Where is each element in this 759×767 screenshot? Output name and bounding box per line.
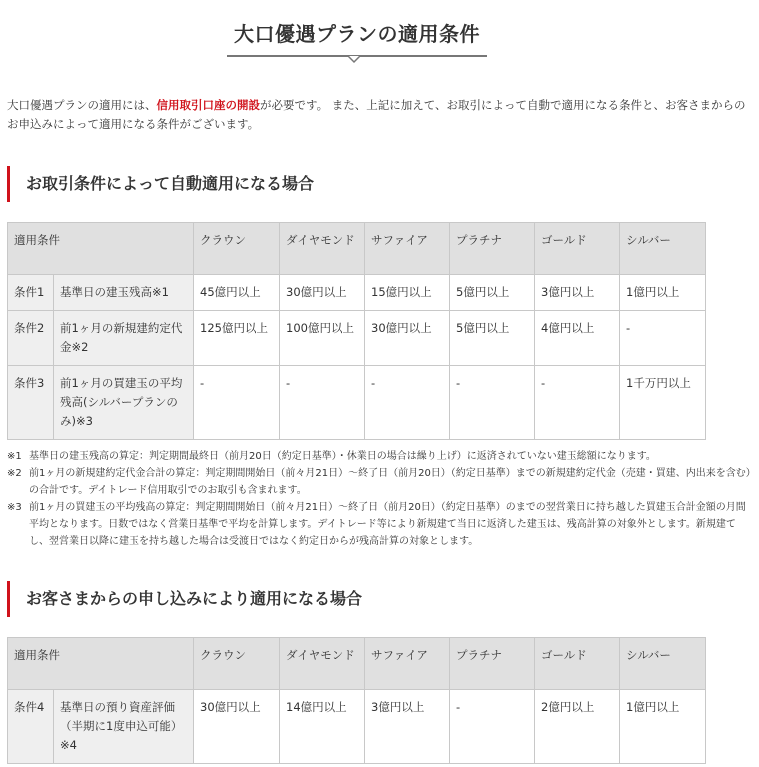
header-condition: 適用条件 [8, 223, 194, 275]
condition-desc: 前1ヶ月の新規建約定代金※2 [54, 311, 194, 366]
section-heading-auto: お取引条件によって自動適用になる場合 [7, 166, 314, 202]
value-silver: - [620, 311, 706, 366]
value-platinum: - [450, 366, 535, 440]
header-condition: 適用条件 [8, 638, 194, 690]
value-silver: 1億円以上 [620, 690, 706, 764]
condition-desc: 基準日の預り資産評価（半期に1度申込可能）※4 [54, 690, 194, 764]
footnote-text: 基準日の建玉残高の算定：判定期間最終日（前月20日（約定日基準）・休業日の場合は繰り上げ）に返済されていない建玉総額になります。 [29, 451, 656, 462]
footnote-text: 前1ヶ月の買建玉の平均残高の算定：判定期間開始日（前々月21日）～終了日（前月20日）（約定日基準）のまでの翌営業日に持ち越した買建玉合計金額の月間平均となります。日数ではなく営業日基準で平均を計算します。デイトレード等により新規建て当日に返済した建玉は、残高計算の対象外とします。新規建てし、翌営業日以降に建玉を持ち越した場合は受渡日ではなく約定日からが残高計算の対象とします。 [29, 502, 746, 547]
header-plan-platinum: プラチナ [450, 638, 535, 690]
header-plan-silver: シルバー [620, 638, 706, 690]
footnote-2 [7, 465, 752, 499]
table-row [8, 366, 706, 440]
condition-id: 条件1 [8, 275, 54, 311]
value-gold: 2億円以上 [535, 690, 620, 764]
footnote-mark: ※1 [7, 451, 22, 462]
section-heading-application: お客さまからの申し込みにより適用になる場合 [7, 581, 362, 617]
table-header-row [8, 638, 706, 690]
margin-account-link[interactable]: 信用取引口座の開設 [156, 98, 260, 112]
value-sapphire: - [365, 366, 450, 440]
value-diamond: 30億円以上 [280, 275, 365, 311]
header-plan-silver: シルバー [620, 223, 706, 275]
table-row [8, 275, 706, 311]
condition-desc: 基準日の建玉残高※1 [54, 275, 194, 311]
header-plan-platinum: プラチナ [450, 223, 535, 275]
footnote-3 [7, 499, 752, 550]
header-plan-crown: クラウン [194, 638, 280, 690]
footnote-mark: ※3 [7, 502, 22, 513]
intro-paragraph [7, 96, 752, 134]
footnotes [7, 448, 752, 550]
value-crown: - [194, 366, 280, 440]
page-title: 大口優遇プランの適用条件 [234, 22, 480, 46]
header-plan-gold: ゴールド [535, 223, 620, 275]
value-crown: 45億円以上 [194, 275, 280, 311]
header-plan-crown: クラウン [194, 223, 280, 275]
value-crown: 125億円以上 [194, 311, 280, 366]
auto-conditions-table [7, 222, 706, 440]
condition-desc: 前1ヶ月の買建玉の平均残高(シルバープランのみ)※3 [54, 366, 194, 440]
value-diamond: 100億円以上 [280, 311, 365, 366]
value-diamond: 14億円以上 [280, 690, 365, 764]
footnote-text: 前1ヶ月の新規建約定代金合計の算定：判定期間開始日（前々月21日）～終了日（前月20日）（約定日基準）までの新規建約定代金（売建・買建、内出来を含む）の合計です。デイトレード信用取引でのお取引も含まれます。 [29, 468, 751, 496]
header-plan-diamond: ダイヤモンド [280, 223, 365, 275]
condition-id: 条件3 [8, 366, 54, 440]
page-title-block [227, 18, 487, 50]
condition-id: 条件4 [8, 690, 54, 764]
value-platinum: 5億円以上 [450, 311, 535, 366]
footnote-1 [7, 448, 752, 465]
header-plan-sapphire: サファイア [365, 223, 450, 275]
intro-text-after: が必要です。 また、上記に加えて、お取引によって自動で適用になる条件と、お客さまからのお申込みによって適用になる条件がございます。 [7, 98, 746, 131]
table-row [8, 690, 706, 764]
value-platinum: - [450, 690, 535, 764]
header-plan-diamond: ダイヤモンド [280, 638, 365, 690]
value-silver: 1千万円以上 [620, 366, 706, 440]
value-diamond: - [280, 366, 365, 440]
footnote-mark: ※2 [7, 468, 22, 479]
header-plan-gold: ゴールド [535, 638, 620, 690]
value-sapphire: 30億円以上 [365, 311, 450, 366]
value-platinum: 5億円以上 [450, 275, 535, 311]
value-crown: 30億円以上 [194, 690, 280, 764]
table-header-row [8, 223, 706, 275]
intro-text-before: 大口優遇プランの適用には、 [7, 98, 157, 112]
table-row [8, 311, 706, 366]
value-gold: 4億円以上 [535, 311, 620, 366]
value-sapphire: 3億円以上 [365, 690, 450, 764]
application-conditions-table [7, 637, 706, 764]
value-gold: 3億円以上 [535, 275, 620, 311]
header-plan-sapphire: サファイア [365, 638, 450, 690]
chevron-down-icon [348, 56, 360, 68]
value-silver: 1億円以上 [620, 275, 706, 311]
value-gold: - [535, 366, 620, 440]
condition-id: 条件2 [8, 311, 54, 366]
value-sapphire: 15億円以上 [365, 275, 450, 311]
